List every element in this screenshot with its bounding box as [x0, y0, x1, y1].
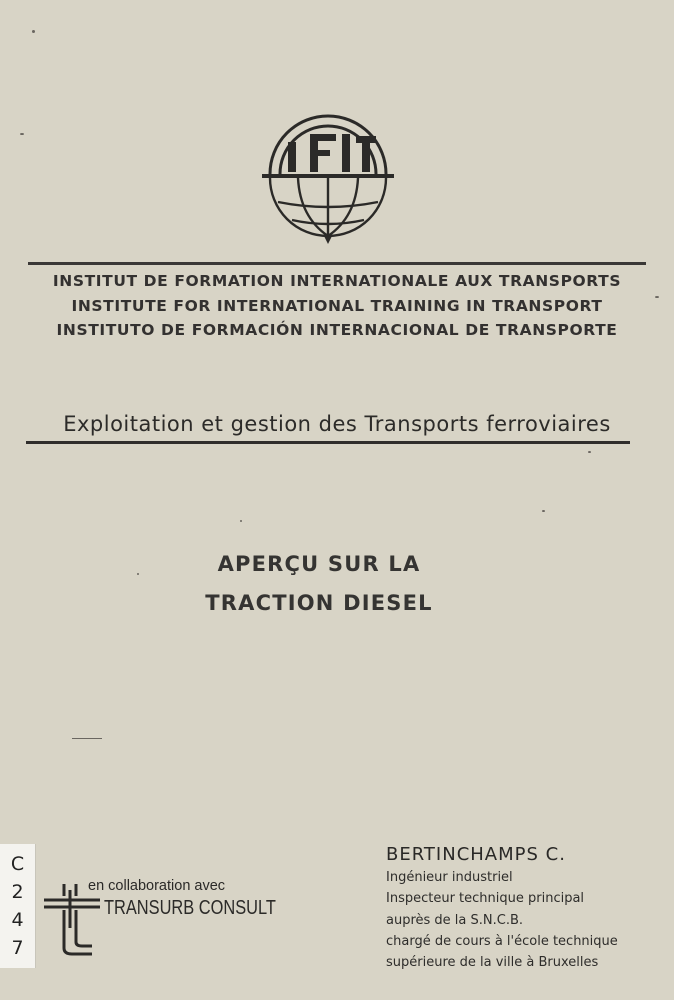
- top-divider: [28, 262, 646, 265]
- partner-name: TRANSURB CONSULT: [104, 897, 276, 919]
- author-credential: supérieure de la ville à Bruxelles: [386, 955, 599, 970]
- library-call-number-label: [0, 844, 36, 968]
- institute-name-fr: INSTITUT DE FORMATION INTERNATIONALE AUX TRANSPORTS: [52, 272, 622, 290]
- institute-name-es: INSTITUTO DE FORMACIÓN INTERNACIONAL DE TRANSPORTE: [56, 321, 618, 339]
- course-underline: [26, 441, 630, 444]
- document-title-line2: TRACTION DIESEL: [205, 591, 433, 615]
- paper-speck: [655, 296, 659, 298]
- paper-speck: [240, 520, 242, 522]
- course-title: Exploitation et gestion des Transports ferroviaires: [63, 412, 611, 436]
- paper-speck: [137, 573, 139, 575]
- paper-speck: [72, 738, 102, 739]
- call-number-char: 2: [11, 880, 24, 903]
- paper-speck: [20, 133, 24, 135]
- call-number-char: C: [10, 852, 25, 875]
- author-name: BERTINCHAMPS C.: [386, 844, 566, 865]
- author-credential: chargé de cours à l'école technique: [386, 934, 618, 949]
- institute-name-en: INSTITUTE FOR INTERNATIONAL TRAINING IN TRANSPORT: [71, 297, 603, 315]
- collaboration-label: en collaboration avec: [88, 878, 226, 894]
- author-credential: Inspecteur technique principal: [386, 891, 585, 906]
- call-number-char: 7: [11, 936, 24, 959]
- paper-speck: [32, 30, 35, 33]
- author-credential: auprès de la S.N.C.B.: [386, 913, 524, 928]
- paper-speck: [542, 510, 545, 512]
- document-title-line1: APERÇU SUR LA: [217, 552, 421, 576]
- paper-speck: [588, 451, 591, 453]
- ifit-globe-logo: [258, 112, 398, 244]
- call-number-char: 4: [11, 908, 24, 931]
- author-credential: Ingénieur industriel: [386, 870, 513, 885]
